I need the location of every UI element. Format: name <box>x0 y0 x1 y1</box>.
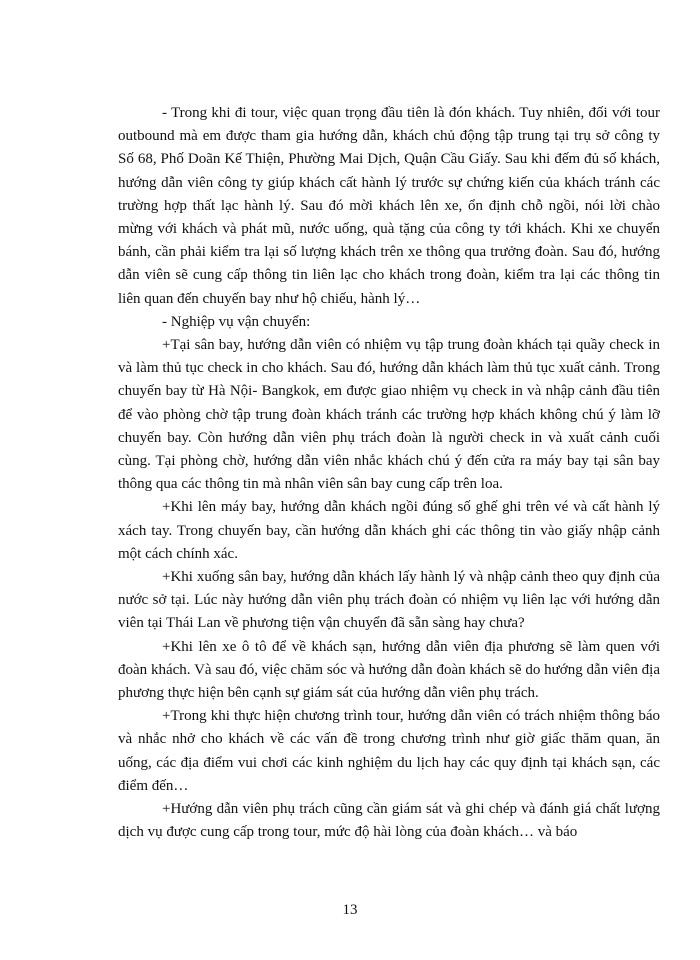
document-body <box>118 102 660 845</box>
paragraph-transport-heading: - Nghiệp vụ vận chuyển: <box>162 313 311 330</box>
paragraph-supervision: +Hướng dẫn viên phụ trách cũng cần giám sát và ghi chép và đánh giá chất lượng dịch vụ được cung cấp trong tour, mức độ hài lòng của đoàn khách… và báo <box>118 801 660 841</box>
paragraph-local-guide: +Khi lên xe ô tô để về khách sạn, hướng dẫn viên địa phương sẽ làm quen với đoàn khách. Và sau đó, việc chăm sóc và hướng dẫn đoàn khách sẽ do hướng dẫn viên địa phương thực hiện bên cạnh sự giám sát của hướng dẫn viên phụ trách. <box>118 638 660 702</box>
paragraph-welcome-guests: - Trong khi đi tour, việc quan trọng đầu tiên là đón khách. Tuy nhiên, đối với tour outbound mà em được tham gia hướng dẫn, khách chủ động tập trung tại trụ sở công ty Số 68, Phố Doãn Kế Thiện, Phường Mai Dịch, Quận Cầu Giấy. Sau khi đếm đủ số khách, hướng dẫn viên công ty giúp khách cất hành lý trước sự chứng kiến của khách tránh các trường hợp thất lạc hành lý. Sau đó mời khách lên xe, ổn định chỗ ngồi, nói lời chào mừng với khách và phát mũ, nước uống, quà tặng của công ty tới khách. Khi xe chuyển bánh, cần phải kiểm tra lại số lượng khách trên xe thông qua trưởng đoàn. Sau đó, hướng dẫn viên sẽ cung cấp thông tin liên lạc cho khách trong đoàn, kiểm tra lại các thông tin liên quan đến chuyến bay như hộ chiếu, hành lý… <box>118 105 660 307</box>
paragraph-boarding: +Khi lên máy bay, hướng dẫn khách ngồi đúng số ghế ghi trên vé và cất hành lý xách tay. Trong chuyến bay, cần hướng dẫn khách ghi các thông tin vào giấy nhập cảnh một cách chính xác. <box>118 499 660 562</box>
paragraph-tour-program: +Trong khi thực hiện chương trình tour, hướng dẫn viên có trách nhiệm thông báo và nhắc nhở cho khách về các vấn đề trong chương trình như giờ giấc thăm quan, ăn uống, các địa điểm vui chơi các kinh nghiệm du lịch hay các quy định tại khách sạn, các điểm đến… <box>118 708 660 794</box>
paragraph-airport-checkin: +Tại sân bay, hướng dẫn viên có nhiệm vụ tập trung đoàn khách tại quầy check in và làm thủ tục check in cho khách. Sau đó, hướng dẫn khách làm thủ tục xuất cảnh. Trong chuyến bay từ Hà Nội- Bangkok, em được giao nhiệm vụ check in và nhập cảnh đầu tiên để vào phòng chờ tập trung đoàn khách tránh các trường hợp khách không chú ý làm lỡ chuyến bay. Còn hướng dẫn viên phụ trách đoàn là người check in và xuất cảnh cuối cùng. Tại phòng chờ, hướng dẫn viên nhắc khách chú ý đến cửa ra máy bay tại sân bay thông qua các thông tin mà nhân viên sân bay cung cấp trên loa. <box>118 337 660 493</box>
page-number: 13 <box>342 902 358 918</box>
paragraph-arrival: +Khi xuống sân bay, hướng dẫn khách lấy hành lý và nhập cảnh theo quy định của nước sở tại. Lúc này hướng dẫn viên phụ trách đoàn có nhiệm vụ liên lạc với hướng dẫn viên tại Thái Lan về phương tiện vận chuyển đã sẵn sàng hay chưa? <box>118 569 660 632</box>
